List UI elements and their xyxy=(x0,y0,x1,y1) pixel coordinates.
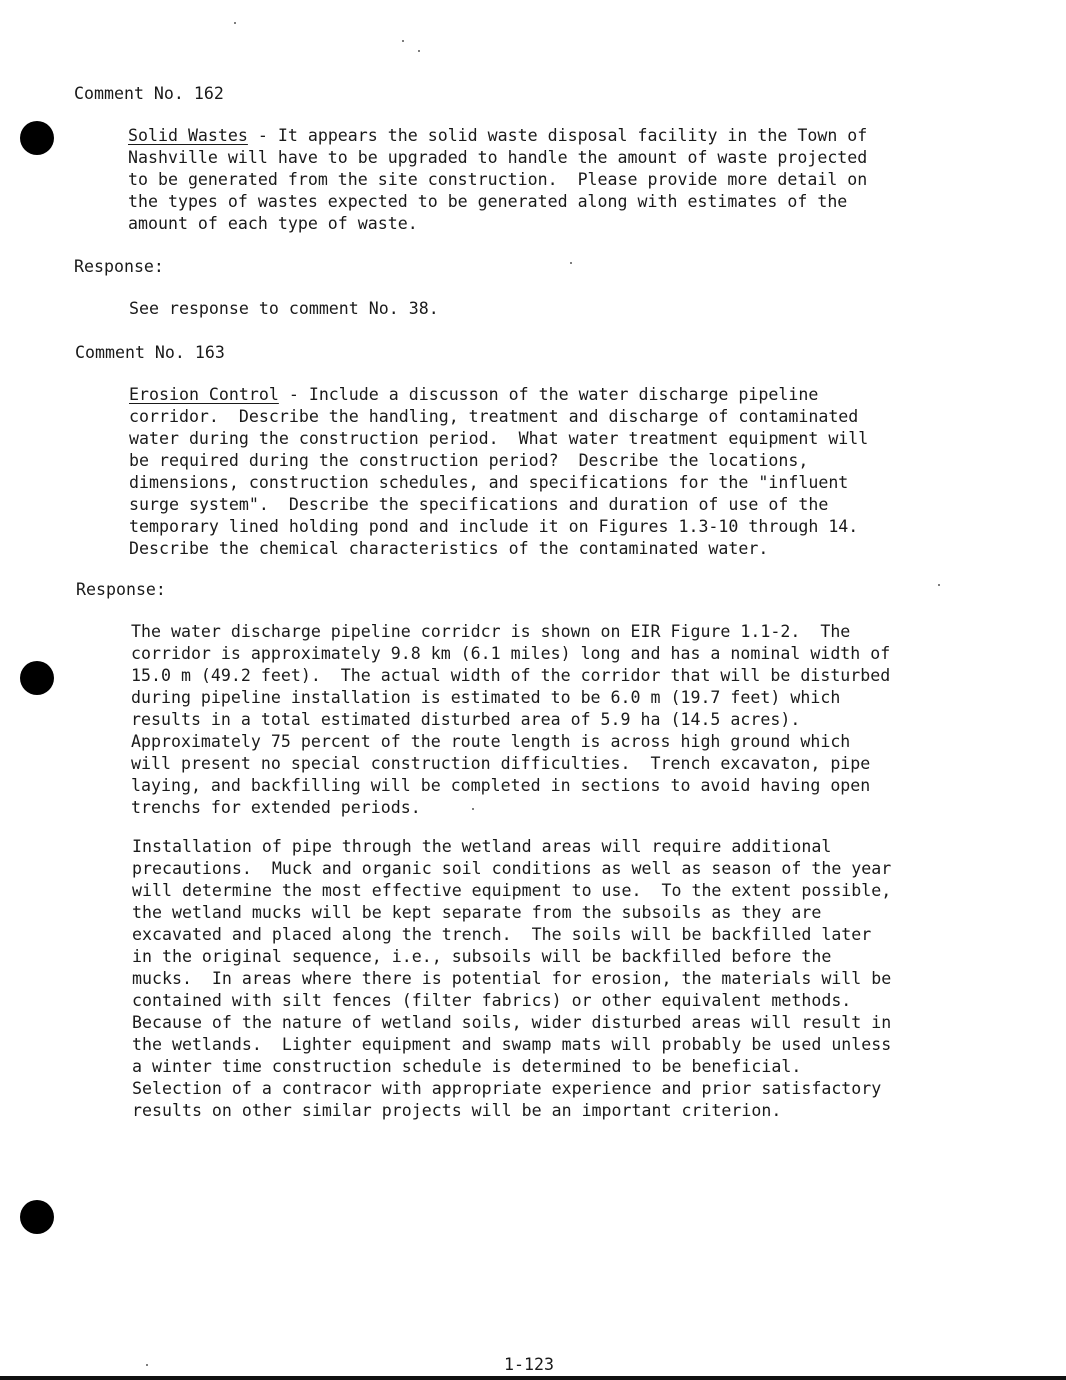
comment-162-label: Comment No. 162 xyxy=(74,84,224,103)
binder-hole-bottom xyxy=(20,1200,54,1234)
binder-hole-top xyxy=(20,121,54,155)
comment-163-line: dimensions, construction schedules, and specifications for the "influent xyxy=(129,473,849,492)
comment-163-topic: Erosion Control xyxy=(129,385,279,404)
scan-speck xyxy=(418,50,420,52)
response-162-label: Response: xyxy=(74,257,164,276)
comment-163-body xyxy=(129,384,868,560)
comment-163-line: - Include a discusson of the water discharge pipeline xyxy=(278,385,819,404)
response-163-p1-line: will present no special construction difficulties. Trench excavaton, pipe xyxy=(131,754,871,773)
response-163-paragraph-1 xyxy=(131,621,890,819)
comment-162-line: - It appears the solid waste disposal facility in the Town of xyxy=(247,126,868,145)
comment-162-body xyxy=(128,125,867,235)
response-163-p1-line: during pipeline installation is estimated to be 6.0 m (19.7 feet) which xyxy=(131,688,841,707)
comment-163-label: Comment No. 163 xyxy=(75,343,225,362)
scan-speck xyxy=(570,262,572,264)
comment-162-line: to be generated from the site construction. Please provide more detail on xyxy=(128,170,868,189)
response-163-p2-line: a winter time construction schedule is determined to be beneficial. xyxy=(132,1057,802,1076)
response-163-p1-line: The water discharge pipeline corridcr is shown on EIR Figure 1.1-2. The xyxy=(131,622,851,641)
response-163-p1-line: laying, and backfilling will be completed in sections to avoid having open xyxy=(131,776,871,795)
scan-speck xyxy=(938,584,940,586)
comment-162-line: the types of wastes expected to be generated along with estimates of the xyxy=(128,192,848,211)
response-163-p2-line: the wetland mucks will be kept separate from the subsoils as they are xyxy=(132,903,822,922)
response-163-p1-line: corridor is approximately 9.8 km (6.1 miles) long and has a nominal width of xyxy=(131,644,891,663)
response-163-p2-line: excavated and placed along the trench. The soils will be backfilled later xyxy=(132,925,872,944)
response-163-p1-line: 15.0 m (49.2 feet). The actual width of the corridor that will be disturbed xyxy=(131,666,891,685)
response-163-p1-line: results in a total estimated disturbed area of 5.9 ha (14.5 acres). xyxy=(131,710,801,729)
comment-163-line: be required during the construction period? Describe the locations, xyxy=(129,451,809,470)
scan-speck xyxy=(234,22,236,24)
response-163-p2-line: precautions. Muck and organic soil conditions as well as season of the year xyxy=(132,859,892,878)
response-163-p2-line: Selection of a contracor with appropriate experience and prior satisfactory xyxy=(132,1079,882,1098)
comment-162-line: Nashville will have to be upgraded to handle the amount of waste projected xyxy=(128,148,868,167)
comment-162-topic: Solid Wastes xyxy=(128,126,248,145)
response-163-p2-line: in the original sequence, i.e., subsoils will be backfilled before the xyxy=(132,947,832,966)
scan-bottom-edge xyxy=(0,1376,1066,1380)
comment-162-line: amount of each type of waste. xyxy=(128,214,418,233)
scan-speck xyxy=(402,40,404,42)
response-163-p2-line: the wetlands. Lighter equipment and swamp mats will probably be used unless xyxy=(132,1035,892,1054)
response-163-label: Response: xyxy=(76,580,166,599)
response-163-p2-line: contained with silt fences (filter fabrics) or other equivalent methods. xyxy=(132,991,852,1010)
page-number: 1-123 xyxy=(504,1355,554,1374)
comment-163-line: corridor. Describe the handling, treatment and discharge of contaminated xyxy=(129,407,859,426)
response-162-text: See response to comment No. 38. xyxy=(129,299,439,318)
response-163-paragraph-2 xyxy=(132,836,891,1122)
binder-hole-middle xyxy=(20,661,54,695)
comment-163-line: water during the construction period. What water treatment equipment will xyxy=(129,429,869,448)
response-163-p1-line: Approximately 75 percent of the route length is across high ground which xyxy=(131,732,851,751)
response-163-p2-line: mucks. In areas where there is potential for erosion, the materials will be xyxy=(132,969,892,988)
comment-163-line: surge system". Describe the specifications and duration of use of the xyxy=(129,495,829,514)
response-163-p2-line: Installation of pipe through the wetland areas will require additional xyxy=(132,837,832,856)
comment-163-line: Describe the chemical characteristics of the contaminated water. xyxy=(129,539,769,558)
response-163-p1-line: trenchs for extended periods. xyxy=(131,798,421,817)
response-163-p2-line: Because of the nature of wetland soils, wider disturbed areas will result in xyxy=(132,1013,892,1032)
scan-speck xyxy=(146,1364,148,1366)
response-163-p2-line: results on other similar projects will be an important criterion. xyxy=(132,1101,782,1120)
comment-163-line: temporary lined holding pond and include it on Figures 1.3-10 through 14. xyxy=(129,517,859,536)
response-163-p2-line: will determine the most effective equipment to use. To the extent possible, xyxy=(132,881,892,900)
